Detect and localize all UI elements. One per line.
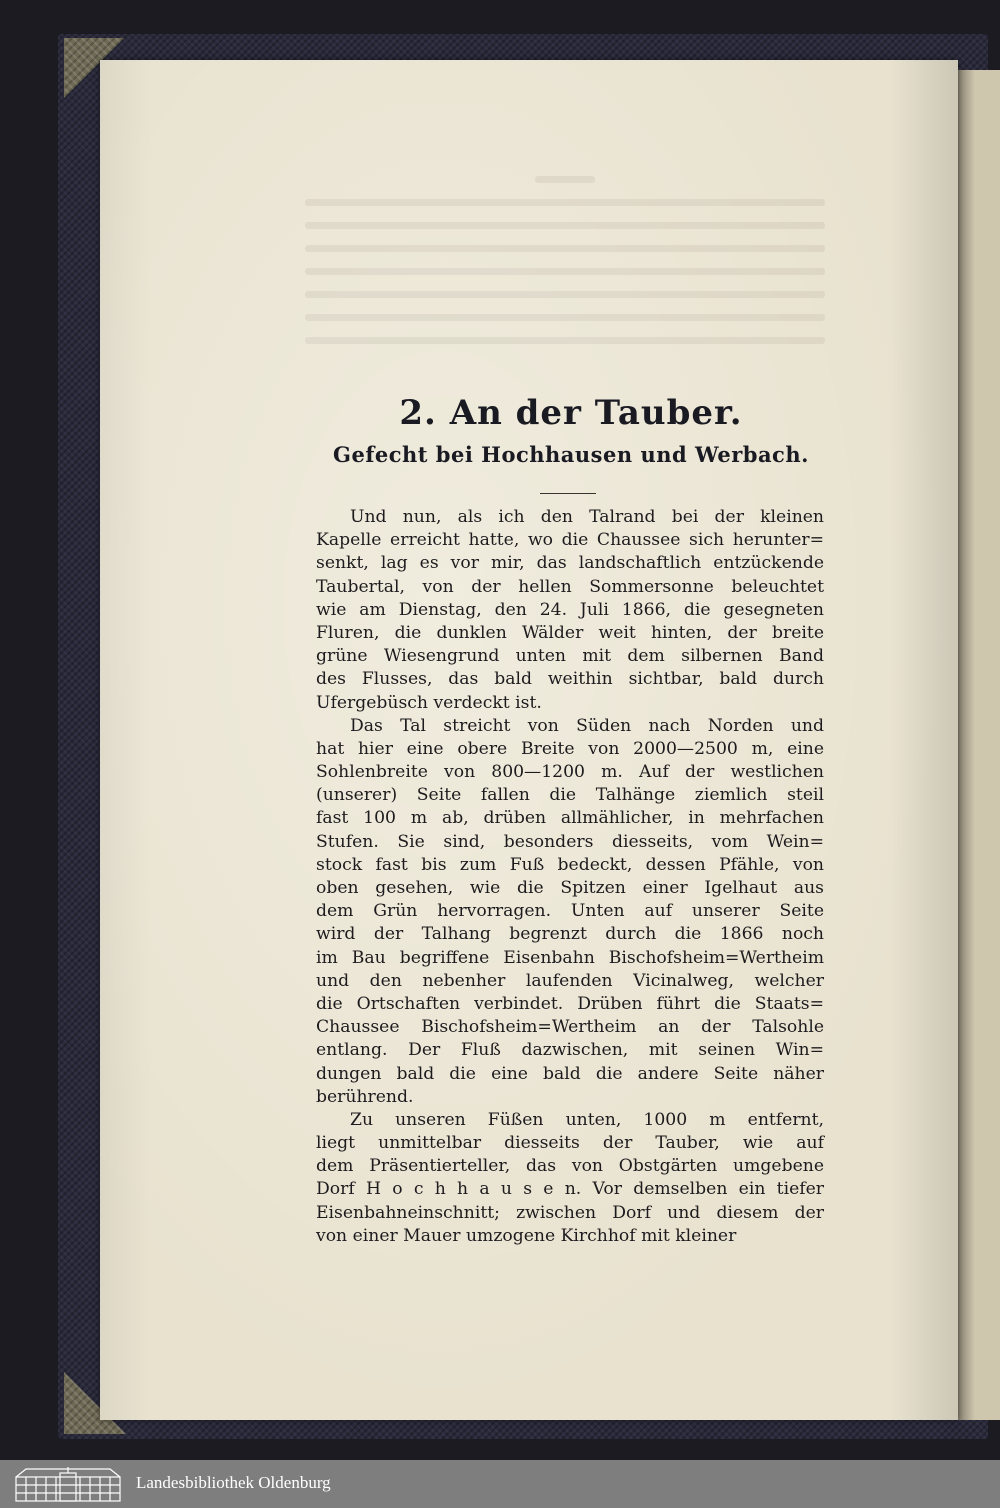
heading-divider: [540, 493, 596, 494]
text-line: Sohlenbreite von 800—1200 m. Auf der westlichen: [316, 762, 824, 783]
text-line: wie am Dienstag, den 24. Juli 1866, die gesegneten: [316, 599, 824, 620]
text-line: Ufergebüsch verdeckt ist.: [316, 692, 542, 713]
body-text: [316, 506, 824, 1248]
text-line: liegt unmittelbar diesseits der Tauber, wie auf: [316, 1133, 824, 1154]
text-line: Zu unseren Füßen unten, 1000 m entfernt,: [350, 1109, 824, 1130]
text-line: stock fast bis zum Fuß bedeckt, dessen Pfähle, von: [316, 854, 824, 875]
chapter-title: 2. An der Tauber.: [399, 393, 743, 433]
text-line: dem Grün hervorragen. Unten auf unserer Seite: [316, 901, 824, 922]
chapter-subtitle: Gefecht bei Hochhausen und Werbach.: [333, 442, 809, 467]
text-line: im Bau begriffene Eisenbahn Bischofsheim=Wertheim: [316, 947, 824, 968]
text-line: Fluren, die dunklen Wälder weit hinten, der breite: [316, 622, 824, 643]
footer-bar: [0, 1460, 1000, 1508]
text-line: dem Präsentierteller, das von Obstgärten umgebene: [316, 1156, 824, 1177]
text-line: senkt, lag es vor mir, das landschaftlich entzückende: [316, 553, 824, 574]
text-line: die Ortschaften verbindet. Drüben führt die Staats=: [316, 993, 824, 1014]
text-line: des Flusses, das bald weithin sichtbar, bald durch: [316, 669, 824, 690]
text-line: (unserer) Seite fallen die Talhänge ziemlich steil: [316, 785, 824, 806]
text-line: Das Tal streicht von Süden nach Norden und: [350, 715, 824, 736]
text-line: Dorf H o c h h a u s e n. Vor demselben ein tiefer: [316, 1179, 824, 1200]
text-line: Eisenbahneinschnitt; zwischen Dorf und diesem der: [316, 1202, 824, 1223]
chapter-heading: [316, 390, 826, 470]
text-line: dungen bald die eine bald die andere Seite näher: [316, 1063, 824, 1084]
text-line: wird der Talhang begrenzt durch die 1866 noch: [316, 924, 824, 945]
text-line: hat hier eine obere Breite von 2000—2500 m, eine: [316, 738, 824, 759]
text-line: fast 100 m ab, drüben allmählicher, in mehrfachen: [316, 808, 824, 829]
facing-page-edge: [958, 70, 1000, 1420]
text-line: von einer Mauer umzogene Kirchhof mit kleiner: [316, 1225, 737, 1246]
text-line: und den nebenher laufenden Vicinalweg, welcher: [316, 970, 824, 991]
text-line: Stufen. Sie sind, besonders diesseits, vom Wein=: [316, 831, 824, 852]
text-line: berührend.: [316, 1086, 414, 1107]
text-line: Kapelle erreicht hatte, wo die Chaussee sich herunter=: [316, 530, 824, 551]
text-line: grüne Wiesengrund unten mit dem silbernen Band: [316, 646, 824, 667]
library-building-icon: [12, 1465, 124, 1503]
text-line: Chaussee Bischofsheim=Wertheim an der Talsohle: [316, 1017, 824, 1038]
text-line: Taubertal, von der hellen Sommersonne beleuchtet: [316, 576, 824, 597]
text-line: Und nun, als ich den Talrand bei der kleinen: [350, 507, 824, 527]
text-line: entlang. Der Fluß dazwischen, mit seinen Win=: [316, 1040, 824, 1061]
show-through-text: [205, 160, 825, 380]
library-name: Landesbibliothek Oldenburg: [136, 1473, 331, 1492]
text-line: oben gesehen, wie die Spitzen einer Igelhaut aus: [316, 878, 824, 898]
